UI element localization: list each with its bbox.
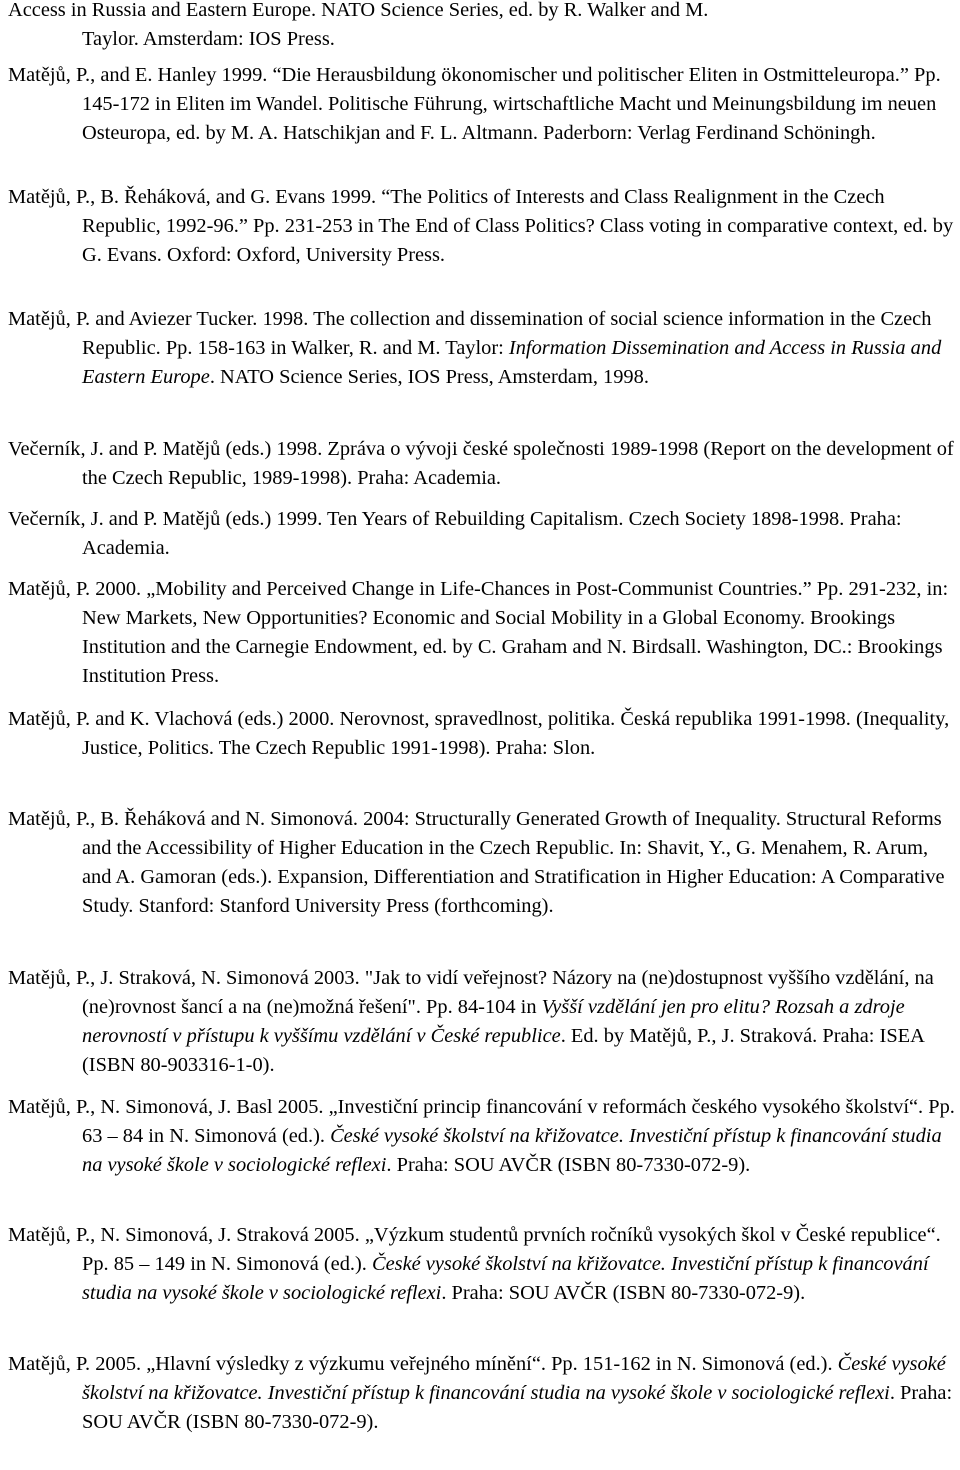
reference-text-tail: . NATO Science Series, IOS Press, Amsterdam, 1998. — [209, 366, 649, 388]
reference-text-tail: . Praha: SOU AVČR (ISBN 80-7330-072-9). — [386, 1154, 751, 1176]
reference-title-italic: České vysoké školství na křižovatce. Investiční přístup k financování studia na vysoké škole v sociologické reflexi — [82, 1253, 929, 1304]
reference-text: Matějů, P., B. Řeháková and N. Simonová. 2004: Structurally Generated Growth of Inequality. Structural Reforms and the Accessibility of Higher Education in the Czech Republic. In: Shavit, Y., G. Menahem, R. Arum, and A. Gamoran (eds.). Expansion, Differentiation and Stratification in Higher Education: A Comparative Study. Stanford: Stanford University Press (forthcoming). — [8, 808, 945, 917]
reference-text-tail: . Praha: SOU AVČR (ISBN 80-7330-072-9). — [441, 1282, 806, 1304]
reference-mateju-simonova-strakova-2005 — [8, 1221, 958, 1308]
reference-text: Matějů, P. and K. Vlachová (eds.) 2000. Nerovnost, spravedlnost, politika. Česká republika 1991-1998. (Inequality, Justice, Politics. The Czech Republic 1991-1998). Praha: Slon. — [8, 708, 950, 759]
reference-title-italic: Vyšší vzdělání jen pro elitu? Rozsah a zdroje nerovností v přístupu k vyššímu vzdělání v České republice — [82, 996, 905, 1047]
reference-vecernik-mateju-1999 — [8, 505, 958, 563]
reference-mateju-tucker-1998 — [8, 305, 958, 392]
continuation-line-2: Taylor. Amsterdam: IOS Press. — [82, 28, 335, 50]
reference-text: Matějů, P., N. Simonová, J. Basl 2005. „Investiční princip financování v reformách českého vysokého školství“. Pp. 63 – 84 in N. Simonová (ed.). — [8, 1096, 955, 1147]
reference-text-tail: . Ed. by Matějů, P., J. Straková. Praha: ISEA (ISBN 80-903316-1-0). — [82, 1025, 924, 1076]
reference-mateju-hanley-1999 — [8, 61, 958, 148]
reference-text: Večerník, J. and P. Matějů (eds.) 1999. Ten Years of Rebuilding Capitalism. Czech Society 1898-1998. Praha: Academia. — [8, 508, 902, 559]
reference-title-italic: České vysoké školství na křižovatce. Investiční přístup k financování studia na vysoké škole v sociologické reflexi — [82, 1353, 946, 1404]
continuation-line-1: Access in Russia and Eastern Europe. NATO Science Series, ed. by R. Walker and M. — [8, 0, 709, 21]
reference-title-italic: České vysoké školství na křižovatce. Investiční přístup k financování studia na vysoké škole v sociologické reflexi — [82, 1125, 942, 1176]
reference-mateju-2000 — [8, 575, 958, 691]
reference-text: Matějů, P., and E. Hanley 1999. “Die Herausbildung ökonomischer und politischer Eliten in Ostmitteleuropa.” Pp. 145-172 in Eliten im Wandel. Politische Führung, wirtschaftliche Macht und Meinungsbildung im neuen Osteuropa, ed. by M. A. Hatschikjan and F. L. Altmann. Paderborn: Verlag Ferdinand Schöningh. — [8, 64, 941, 144]
reference-mateju-simonova-basl-2005 — [8, 1093, 958, 1180]
reference-text: Matějů, P., J. Straková, N. Simonová 2003. "Jak to vidí veřejnost? Názory na (ne)dostupnost vyššího vzdělání, na (ne)rovnost šancí a na (ne)možná řešení". Pp. 84-104 in — [8, 967, 934, 1018]
reference-text-tail: . Praha: SOU AVČR (ISBN 80-7330-072-9). — [82, 1382, 953, 1433]
reference-mateju-2005 — [8, 1350, 958, 1437]
reference-mateju-rehakova-simonova-2004 — [8, 805, 958, 921]
reference-vecernik-mateju-1998 — [8, 435, 958, 493]
reference-text: Matějů, P. and Aviezer Tucker. 1998. The collection and dissemination of social science information in the Czech Republic. Pp. 158-163 in Walker, R. and M. Taylor: — [8, 308, 932, 359]
reference-mateju-vlachova-2000 — [8, 705, 958, 763]
reference-mateju-strakova-simonova-2003 — [8, 964, 958, 1080]
reference-text: Večerník, J. and P. Matějů (eds.) 1998. Zpráva o vývoji české společnosti 1989-1998 (Report on the development of the Czech Republic, 1989-1998). Praha: Academia. — [8, 438, 954, 489]
reference-text: Matějů, P., N. Simonová, J. Straková 2005. „Výzkum studentů prvních ročníků vysokých škol v České republice“. Pp. 85 – 149 in N. Simonová (ed.). — [8, 1224, 941, 1275]
reference-title-italic: Information Dissemination and Access in Russia and Eastern Europe — [82, 337, 942, 388]
reference-continuation — [8, 0, 958, 54]
reference-text: Matějů, P. 2000. „Mobility and Perceived Change in Life-Chances in Post-Communist Countries.” Pp. 291-232, in: New Markets, New Opportunities? Economic and Social Mobility in a Global Economy. Brookings Institution and the Carnegie Endowment, ed. by C. Graham and N. Birdsall. Washington, DC.: Brookings Institution Press. — [8, 578, 949, 687]
reference-mateju-rehakova-evans-1999 — [8, 183, 958, 270]
reference-text: Matějů, P., B. Řeháková, and G. Evans 1999. “The Politics of Interests and Class Realignment in the Czech Republic, 1992-96.” Pp. 231-253 in The End of Class Politics? Class voting in comparative context, ed. by G. Evans. Oxford: Oxford, University Press. — [8, 186, 954, 266]
reference-text: Matějů, P. 2005. „Hlavní výsledky z výzkumu veřejného mínění“. Pp. 151-162 in N. Simonová (ed.). — [8, 1353, 838, 1375]
